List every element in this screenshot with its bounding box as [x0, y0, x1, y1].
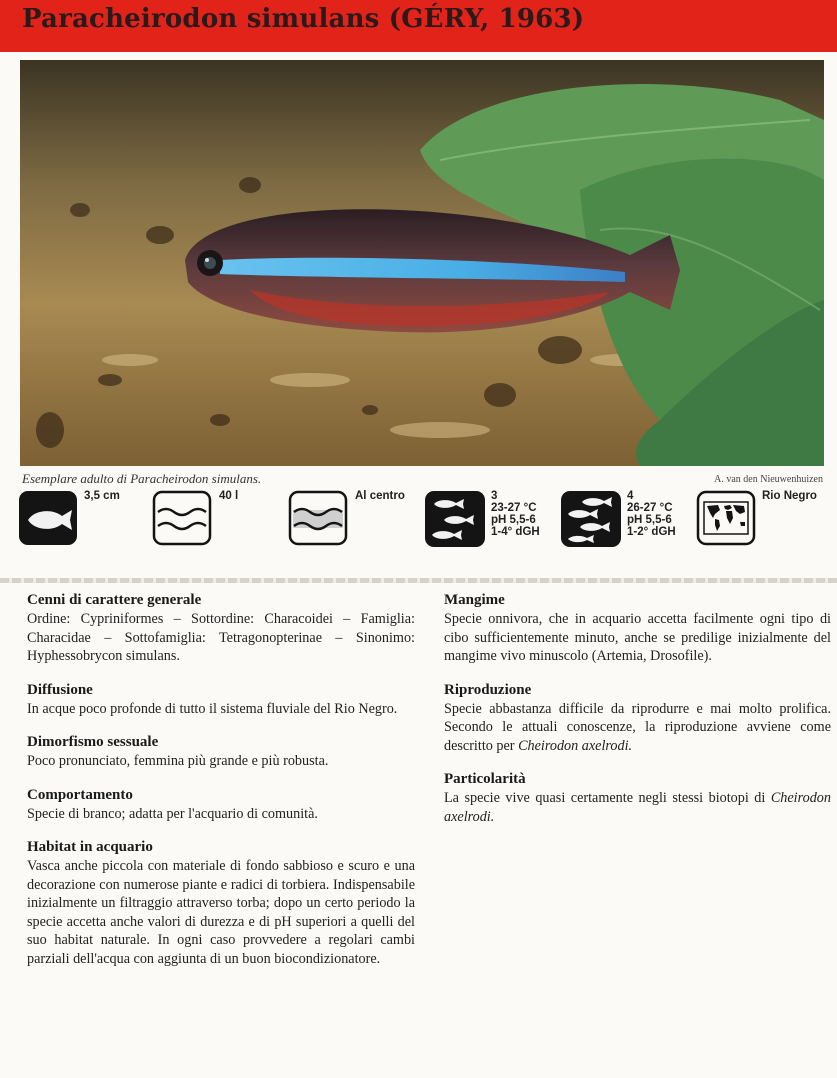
right-column: [444, 592, 831, 842]
section-general-title: Cenni di carattere generale: [27, 592, 202, 608]
section-habitat: [27, 839, 415, 968]
tank2-count: 4: [627, 490, 634, 502]
section-behavior-title: Comportamento: [27, 786, 133, 803]
section-food: [444, 592, 831, 666]
photo-credit: A. van den Nieuwenhuizen: [714, 474, 823, 485]
section-distribution: [27, 682, 415, 719]
section-reproduction: [444, 682, 831, 756]
section-food-text: Specie onnivora, che in acquario accetta facilmente ogni tipo di cibo sufficientemente minuto, anche se predilige inizialmente del mangime vivo minuscolo (Artemia, Drosofile).: [444, 611, 831, 664]
tank2-params: [627, 490, 676, 538]
section-distribution-text: In acque poco profonde di tutto il sistema fluviale del Rio Negro.: [27, 700, 398, 717]
section-behavior: [27, 787, 415, 824]
section-habitat-text: Vasca anche piccola con materiale di fondo sabbioso e scuro e una decorazione con numerose piante e radici di torbiera. Indispensabile inizialmente un filtraggio attraverso torba; dopo un certo periodo la specie accetta anche valori di durezza e di pH superiori a quelli del suo habitat naturale. In ogni caso provvedere a regolari cambi parziali dell'acqua con aggiunta di un buon biocondizionatore.: [27, 858, 415, 967]
section-habitat-title: Habitat in acquario: [27, 839, 153, 855]
tank1-temp: 23-27 °C: [491, 502, 537, 514]
tank2-ph: pH 5,5-6: [627, 514, 672, 526]
tank2-dgh: 1-2° dGH: [627, 526, 676, 538]
fish-size-value: 3,5 cm: [84, 490, 120, 502]
caption-species: Paracheirodon simulans.: [130, 471, 262, 486]
tank-volume-icon: [152, 490, 212, 551]
caption-prefix: Esemplare adulto di: [22, 471, 131, 486]
tank-volume-value: 40 l: [219, 490, 239, 502]
title-bar: [0, 0, 837, 52]
section-reproduction-title: Riproduzione: [444, 681, 532, 698]
fish-photo-illustration: [20, 60, 824, 466]
notes-text: La specie vive quasi certamente negli stessi biotopi di: [444, 790, 771, 806]
photo-caption: [22, 471, 261, 487]
tank1-dgh: 1-4° dGH: [491, 526, 540, 538]
section-notes: [444, 771, 831, 826]
fish-photo: [20, 60, 824, 466]
section-food-title: Mangime: [444, 592, 505, 608]
tank2-temp: 26-27 °C: [627, 502, 673, 514]
school-tank-icon: [424, 490, 486, 553]
tank1-ph: pH 5,5-6: [491, 514, 536, 526]
section-distribution-title: Diffusione: [27, 681, 93, 698]
section-notes-text: [444, 789, 831, 826]
section-general: [27, 592, 415, 666]
reproduction-species: Cheirodon axelrodi.: [518, 737, 633, 754]
section-reproduction-text: [444, 700, 831, 756]
section-notes-title: Particolarità: [444, 771, 526, 787]
section-general-text: Ordine: Cypriniformes – Sottordine: Characoidei – Famiglia: Characidae – Sottofamiglia: Tetragonopterinae – Sinonimo: Hyphessobrycon simulans.: [27, 611, 415, 664]
swim-zone-value: Al centro: [355, 490, 405, 502]
left-column: [27, 592, 415, 984]
reproduction-text: Specie abbastanza difficile da riprodurre e mai molto prolifica. Secondo le attuali conoscenze, la riproduzione avviene come descritto per: [444, 700, 831, 754]
notes-species: Cheirodon axelrodi.: [444, 790, 831, 825]
swim-zone-icon: [288, 490, 348, 551]
fish-size-icon: [18, 490, 78, 551]
world-map-icon: [696, 490, 756, 551]
section-behavior-text: Specie di branco; adatta per l'acquario di comunità.: [27, 805, 318, 822]
tank1-params: [491, 490, 540, 538]
region-value: Rio Negro: [762, 490, 817, 502]
breeding-tank-icon: [560, 490, 622, 553]
section-dimorphism-title: Dimorfismo sessuale: [27, 734, 159, 750]
section-divider: [0, 578, 837, 583]
section-dimorphism-text: Poco pronunciato, femmina più grande e più robusta.: [27, 753, 329, 769]
section-dimorphism: [27, 734, 415, 771]
tank1-count: 3: [491, 490, 498, 502]
page-title: Paracheirodon simulans (GÉRY, 1963): [22, 4, 585, 34]
